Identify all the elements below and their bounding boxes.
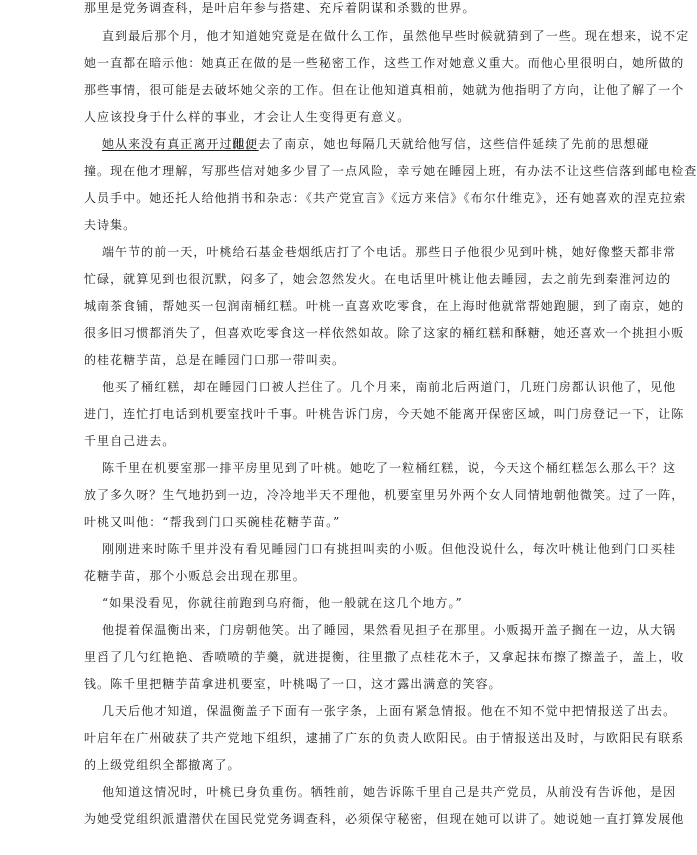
paragraph-line: 她一直都在暗示他：她真正在做的是一些秘密工作，这些工作对她意义重大。而他心里很明白，她所做的: [84, 56, 685, 70]
paragraph-line: 那些事情，很可能是去破坏她父亲的工作。但在让他知道真相前，她就为他指明了方向，让他了解了一个: [84, 83, 685, 97]
paragraph-line: 他知道这情况时，叶桃已身负重伤。牺牲前，她告诉陈千里自己是共产党员，从前没有告诉他，是因: [102, 785, 677, 799]
text-line: 那里是党务调查科，是叶启年参与搭建、充斥着阴谋和杀戮的世界。: [84, 1, 476, 15]
paragraph-line: 忙碌，就算见到也很沉默，闷多了，她会忽然发火。在电话里叶桃让他去睡园，去之前先到秦淮河边的: [84, 272, 672, 286]
paragraph-line: 撞。现在他才理解，写那些信对她多少冒了一点风险，幸亏她在睡园上班，有办法不让这些信落到邮电检查: [84, 164, 697, 178]
paragraph-line: 钱。陈千里把糖芋苗拿进机要室，叶桃喝了一口，这才露出满意的笑容。: [84, 677, 502, 691]
paragraph-line: 夫诗集。: [84, 218, 137, 232]
paragraph-line: 他提着保温衡出来，门房朝他笑。出了睡园，果然看见担子在那里。小贩揭开盖子搁在一边，从大锅: [102, 623, 677, 637]
quote-line: “如果没看见，你就往前跑到乌府衙，他一般就在这几个地方。”: [102, 596, 463, 610]
paragraph-line: 叶桃又叫他：“帮我到门口买碗桂花糖芋苗。”: [84, 515, 341, 529]
paragraph-line: 即便去了南京，她也每隔几天就给他写信，这些信件延续了先前的思想碰: [232, 137, 650, 151]
paragraph-line: 里舀了几勺红艳艳、香喷喷的芋羹，就进提衡，往里撒了点桂花木子，又拿起抹布擦了擦盖子，盖上，收: [84, 650, 685, 664]
paragraph-line: 花糖芋苗，那个小贩总会出现在那里。: [84, 569, 306, 583]
paragraph-line: 叶启年在广州破获了共产党地下组织，逮捕了广东的负责人欧阳民。由于情报送出及时，与欧阳民有联系: [84, 731, 685, 745]
paragraph-line: 进门，连忙打电话到机要室找叶千事。叶桃告诉门房，今天她不能离开保密区域，叫门房登记一下，让陈: [84, 407, 685, 421]
paragraph-line: 城南茶食铺，帮她买一包润南桶红糕。叶桃一直喜欢吃零食，在上海时他就常帮她跑腿，到了南京，她的: [84, 299, 685, 313]
paragraph-line: 人员手中。她还托人给他捎书和杂志：《共产党宣言》《远方来信》《布尔什维克》，还有她喜欢的涅克拉索: [84, 191, 687, 205]
paragraph-line: 几天后他才知道，保温衡盖子下面有一张字条，上面有紧急情报。他在不知不觉中把情报送了出去。: [102, 704, 677, 718]
underlined-sentence: 她从来没有真正离开过他。: [102, 137, 259, 151]
paragraph-line: 千里自己进去。: [84, 434, 176, 448]
paragraph-line: 人应该投身于什么样的事业，才会让人生变得更有意义。: [84, 110, 411, 124]
paragraph-line: 很多旧习惯都消失了，但喜欢吃零食这一样依然如故。除了这家的桶红糕和酥糖，她还喜欢一个挑担小贩: [84, 326, 685, 340]
paragraph-line: 放了多久呀？生气地扔到一边，冷冷地半天不理他，机要室里另外两个女人同情地朝他微笑。过了一阵，: [84, 488, 685, 502]
paragraph-line: 端午节的前一天，叶桃给石基金巷烟纸店打了个电话。那些日子他很少见到叶桃，她好像整天都非常: [102, 245, 677, 259]
paragraph-line: 刚刚进来时陈千里并没有看见睡园门口有挑担叫卖的小贩。但他没说什么，每次叶桃让他到门口买桂: [102, 542, 677, 556]
paragraph-line: 他买了桶红糕，却在睡园门口被人拦住了。几个月来，南前北后两道门，几班门房都认识他了，见他: [102, 380, 677, 394]
paragraph-line: 直到最后那个月，他才知道她究竟是在做什么工作，虽然他早些时候就猜到了一些。现在想来，说不定: [102, 29, 690, 43]
paragraph-line: 陈千里在机要室那一排平房里见到了叶桃。她吃了一粒桶红糕，说，今天这个桶红糕怎么那么干？这: [102, 461, 677, 475]
paragraph-line: 为她受党组织派遣潜伏在国民党党务调查科，必须保守秘密，但现在她可以讲了。她说她一直打算发展他: [84, 812, 685, 826]
paragraph-line: 的桂花糖芋苗，总是在睡园门口那一带叫卖。: [84, 353, 346, 367]
paragraph-line: 的上级党组织全都撤离了。: [84, 758, 241, 772]
